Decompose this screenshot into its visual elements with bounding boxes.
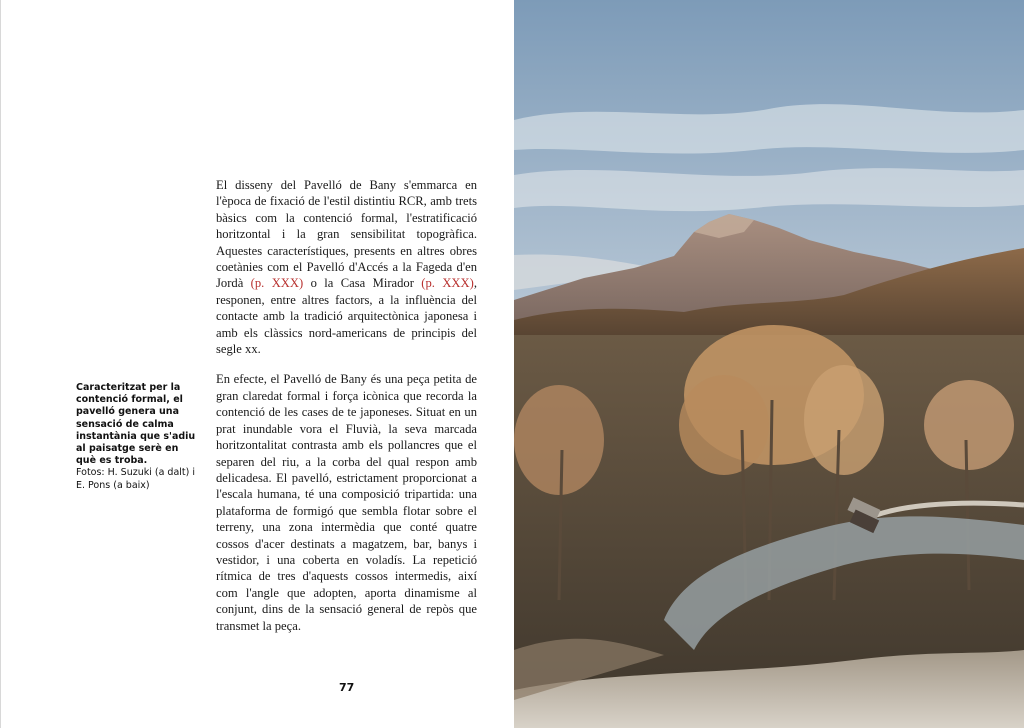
photo-caption	[76, 382, 198, 492]
paragraph-2: En efecte, el Pavelló de Bany és una peça petita de gran claredat formal i força icònica que recorda la contenció de les cases de te japoneses. Situat en un prat inundable vora el Fluvià, la seva marcada horitzontalitat contrasta amb els pollancres que el separen del riu, a la corba del qual respon amb delicadesa. El pavelló, estrictament proporcionat a l'escala humana, té una composició tripartida: una plataforma de formigó que sembla flotar sobre el terreny, una zona intermèdia que conté quatre cossos d'acer destinats a magatzem, bar, banys i vestidor, i una coberta en voladís. La repetició rítmica de tres d'aquests cossos intermedis, així com l'angle que adopten, aporta dinamisme al conjunt, dins de la sensació general de repòs que transmet la peça.	[216, 372, 477, 633]
paragraph-1-part-b: o la Casa Mirador	[303, 276, 422, 291]
photo-credits: Fotos: H. Suzuki (a dalt) i E. Pons (a baix)	[76, 467, 196, 491]
tree-canopy-left	[679, 375, 769, 475]
landscape-illustration	[514, 0, 1024, 728]
tree-canopy-right	[804, 365, 884, 475]
page-number: 77	[339, 681, 355, 694]
paragraph-1-part-c: , responen, entre altres factors, a la influència del contacte amb la tradició arquitectònica japonesa i amb els clàssics nord-americans de principis del segle xx.	[216, 276, 477, 357]
paragraph-1-part-a: El disseny del Pavelló de Bany s'emmarca en l'època de fixació de l'estil distintiu RCR, amb trets bàsics com la contenció formal, l'estratificació horitzontal i la gran sensibilitat topogràfica. Aquestes característiques, presents en altres obres coetànies com el Pavelló d'Accés a la Fageda d'en Jordà	[216, 178, 477, 291]
page-reference-1[interactable]: (p. XXX)	[250, 276, 304, 291]
tree-canopy-far-right	[924, 380, 1014, 470]
landscape-photo	[514, 0, 1024, 728]
page-reference-2[interactable]: (p. XXX)	[421, 276, 474, 291]
paragraph-1	[216, 177, 477, 357]
caption-text: Caracteritzat per la contenció formal, el pavelló genera una sensació de calma instantània que s'adiu al paisatge serè en què es troba.	[76, 382, 196, 467]
tree-canopy-far-left	[514, 385, 604, 495]
body-text	[216, 177, 477, 634]
